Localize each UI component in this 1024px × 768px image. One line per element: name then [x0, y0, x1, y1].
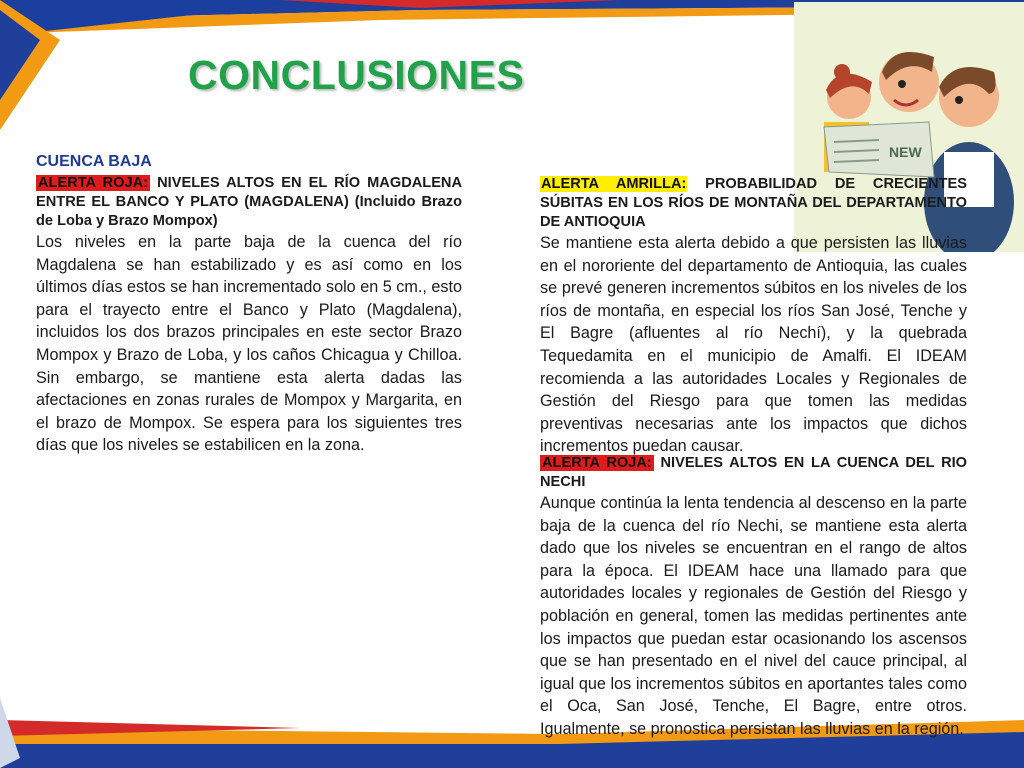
alert-heading-text: NIVELES ALTOS EN LA CUENCA DEL RIO NECHI [540, 455, 968, 490]
nechi-alert-section [540, 454, 967, 741]
alert-heading-magdalena [36, 174, 462, 231]
red-alert-tag: ALERTA ROJA: [38, 175, 149, 191]
section-title-cuenca-baja: CUENCA BAJA [36, 153, 152, 170]
alert-heading-text: NIVELES ALTOS EN EL RÍO MAGDALENA ENTRE EL BANCO Y PLATO (MAGDALENA) (Incluido Brazo de Loba y Brazo Mompox) [36, 175, 462, 229]
alert-heading-text: PROBABILIDAD DE CRECIENTES SÚBITAS EN LOS RÍOS DE MONTAÑA DEL DEPARTAMENTO DE ANTIOQUIA [540, 176, 967, 230]
alert-body-nechi: Aunque continúa la lenta tendencia al descenso en la parte baja de la cuenca del río Nechi, se mantiene esta alerta dado que los niveles se encuentran en el rango de altos para la época. El IDEAM hace una llamado para que autoridades locales y regionales de Gestión del Riesgo y población en general, tomen las medidas pertinentes ante los impactos que puedan estar ocasionando los ascensos que se han presentado en el nivel del cauce principal, al igual que los incrementos súbitos en aportantes tales como el Oca, San José, Tenche, El Bagre, entre otros. Igualmente, se pronostica persistan las lluvias en la región. [540, 494, 967, 738]
left-decoration [0, 0, 60, 140]
antioquia-alert-section [540, 175, 967, 458]
alert-heading-antioquia [540, 175, 967, 232]
alert-body-antioquia: Se mantiene esta alerta debido a que persisten las lluvias en el nororiente del departamento de Antioquia, las cuales se prevé generen incrementos súbitos en los niveles de los ríos de montaña, en especial los ríos San José, Tenche y El Bagre (afluentes al río Nechí), y la quebrada Tequedamita en el municipio de Amalfi. El IDEAM recomienda a las autoridades Locales y Regionales de Gestión del Riesgo para que tomen las medidas preventivas necesarias ante los impactos que dichos incrementos puedan causar. [540, 234, 967, 456]
yellow-alert-tag: ALERTA AMRILLA: [541, 176, 687, 192]
cuenca-baja-section [36, 153, 462, 457]
red-alert-tag: ALERTA ROJA: [542, 455, 652, 471]
alert-body-magdalena: Los niveles en la parte baja de la cuenca del río Magdalena se han estabilizado y es así como en los últimos días estos se han incrementado solo en 5 cm., esto para el trayecto entre el Banco y Plato (Magdalena), incluidos los dos brazos principales en este sector Brazo Mompox y Brazo de Loba, y los caños Chicagua y Chilloa. Sin embargo, se mantiene esta alerta dadas las afectaciones en zonas rurales de Mompox y Margarita, en el brazo de Mompox. Se espera para los siguientes tres días que los niveles se estabilicen en la zona. [36, 233, 462, 455]
alert-heading-nechi [540, 454, 967, 492]
newspaper-label: NEW [889, 144, 922, 160]
slide-title: CONCLUSIONES [188, 52, 525, 98]
